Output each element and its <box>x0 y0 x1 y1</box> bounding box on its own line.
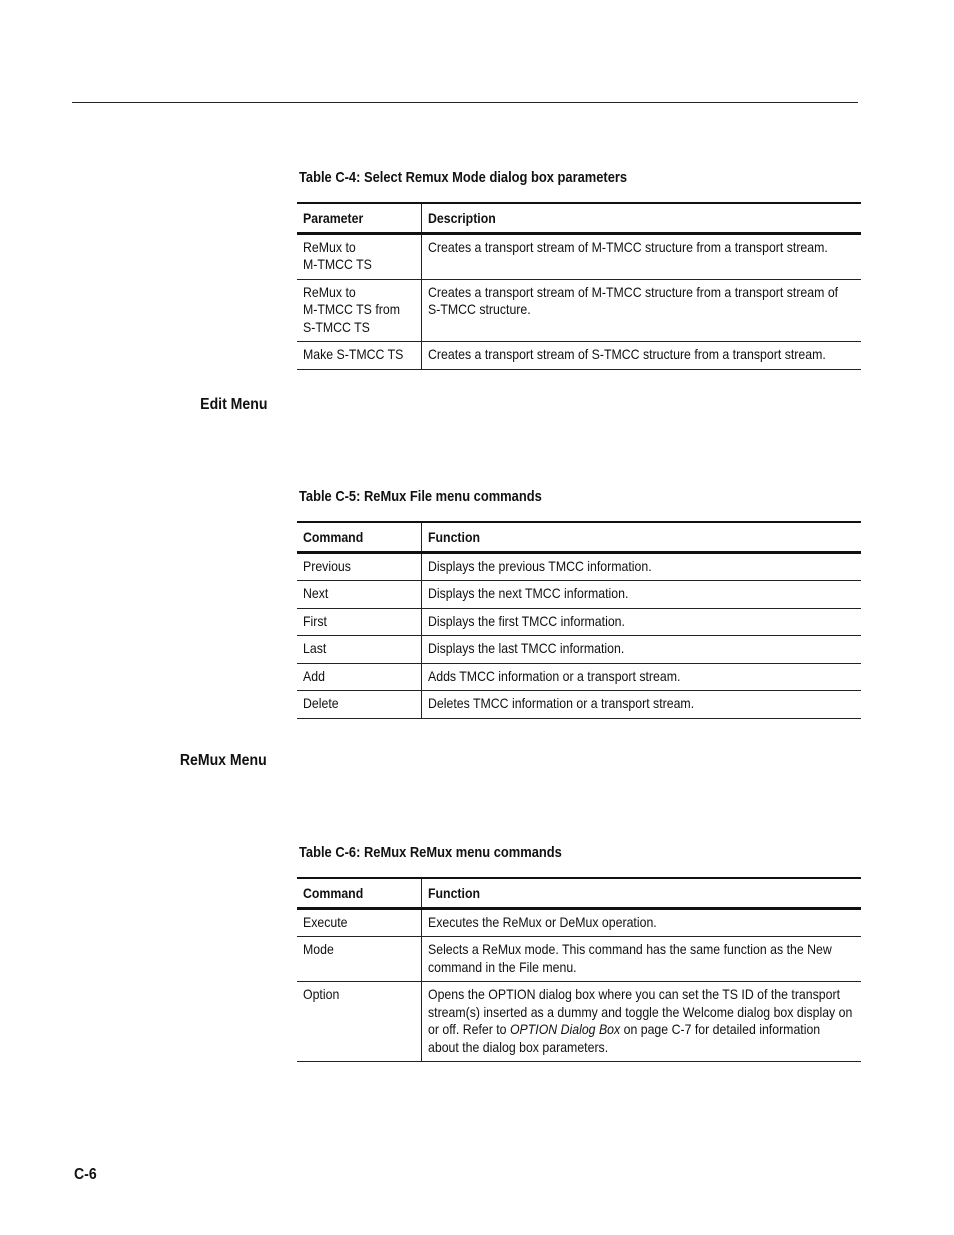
remux-menu-heading: ReMux Menu <box>180 752 267 769</box>
table-header-row <box>297 878 861 908</box>
command-cell: Delete <box>297 691 421 719</box>
column-header-function: Function <box>421 878 861 908</box>
page-number: C-6 <box>74 1166 97 1183</box>
table-row <box>297 279 861 342</box>
function-cell: Executes the ReMux or DeMux operation. <box>421 908 861 937</box>
table-row <box>297 581 861 609</box>
table-row <box>297 233 861 279</box>
function-cell: Displays the last TMCC information. <box>421 636 861 664</box>
table-row <box>297 691 861 719</box>
column-header-command: Command <box>297 522 421 552</box>
table-row <box>297 908 861 937</box>
command-cell: Mode <box>297 937 421 982</box>
table-row <box>297 636 861 664</box>
option-description: Opens the OPTION dialog box where you can set the TS ID of the transport stream(s) inserted as a dummy and toggle the Welcome dialog box display on or off. Refer to OPTION Dialog Box on page C-7 for detailed information about the dialog box parameters. <box>427 986 852 1055</box>
command-cell: Execute <box>297 908 421 937</box>
function-cell: Selects a ReMux mode. This command has the same function as the New command in the File menu. <box>421 937 861 982</box>
column-header-description: Description <box>421 203 861 233</box>
table-c6 <box>297 877 861 1062</box>
table-row <box>297 552 861 581</box>
table-header-row <box>297 522 861 552</box>
table-c6-caption: Table C-6: ReMux ReMux menu commands <box>299 844 562 861</box>
edit-menu-heading: Edit Menu <box>199 396 267 413</box>
table-c4 <box>297 202 861 370</box>
command-cell: Add <box>297 663 421 691</box>
table-row <box>297 982 861 1062</box>
command-cell: Next <box>297 581 421 609</box>
parameter-cell: Make S-TMCC TS <box>297 342 421 370</box>
parameter-cell: ReMux to M-TMCC TS <box>297 233 421 279</box>
table-row <box>297 342 861 370</box>
table-row <box>297 663 861 691</box>
table-row <box>297 608 861 636</box>
function-cell: Deletes TMCC information or a transport stream. <box>421 691 861 719</box>
function-cell <box>421 982 861 1062</box>
table-header-row <box>297 203 861 233</box>
command-cell: Option <box>297 982 421 1062</box>
command-cell: First <box>297 608 421 636</box>
option-dialog-box-reference[interactable]: OPTION Dialog Box <box>509 1021 620 1037</box>
table-row <box>297 937 861 982</box>
header-rule <box>72 102 858 103</box>
column-header-parameter: Parameter <box>297 203 421 233</box>
table-c5-caption: Table C-5: ReMux File menu commands <box>299 488 542 505</box>
description-cell: Creates a transport stream of M-TMCC structure from a transport stream. <box>421 233 861 279</box>
parameter-cell: ReMux to M-TMCC TS from S-TMCC TS <box>297 279 421 342</box>
function-cell: Displays the next TMCC information. <box>421 581 861 609</box>
description-cell: Creates a transport stream of S-TMCC structure from a transport stream. <box>421 342 861 370</box>
function-cell: Displays the first TMCC information. <box>421 608 861 636</box>
function-cell: Displays the previous TMCC information. <box>421 552 861 581</box>
command-cell: Previous <box>297 552 421 581</box>
command-cell: Last <box>297 636 421 664</box>
table-c4-caption: Table C-4: Select Remux Mode dialog box parameters <box>299 169 628 186</box>
description-cell: Creates a transport stream of M-TMCC structure from a transport stream of S-TMCC structure. <box>421 279 861 342</box>
table-c5 <box>297 521 861 719</box>
column-header-command: Command <box>297 878 421 908</box>
column-header-function: Function <box>421 522 861 552</box>
function-cell: Adds TMCC information or a transport stream. <box>421 663 861 691</box>
